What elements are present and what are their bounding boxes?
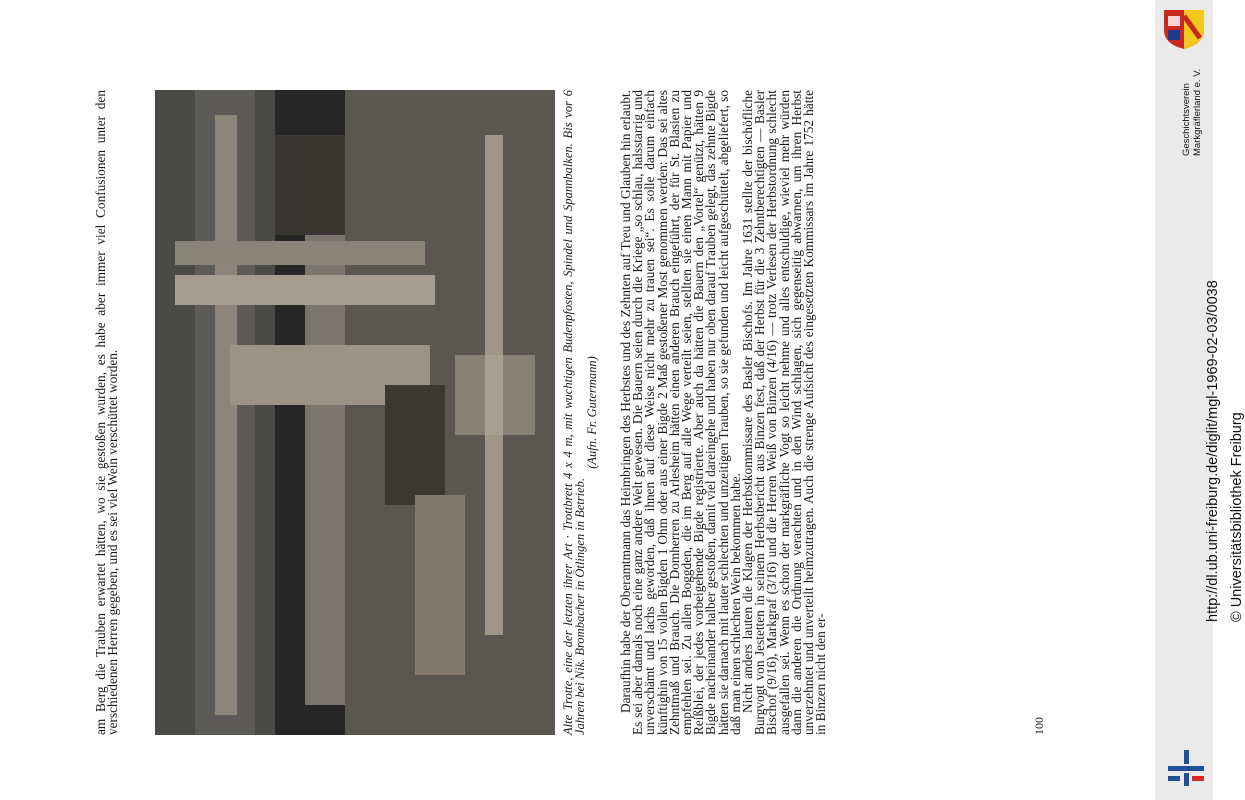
coat-of-arms-icon	[1160, 8, 1208, 50]
paragraph-1: Daraufhin habe der Oberamtmann das Heimbringen des Herbstes und des Zehnten auf Treu und Glauben hin erlaubt. Es sei aber damals noch eine ganz andere Welt gewesen. Die Bauern seien durch die Kriege „so schlau, halsstarrig und unverschämt und lachs geworden, daß ihnen auf diese Weise nicht mehr zu trauen sei“. Es solle darum einfach künftighin von 15 vollen Bigden 1 Ohm oder aus einer Bigde 2 Maß gestoßener Most genommen werden: Das sei altes Zehntmaß und Brauch. Die Domherren zu Arlesheim hätten einen anderen Brauch eingeführt, der für St. Blasien zu empfehlen sei. Zu allen Boggden, die im Berg auf alle Wege verteilt seien, stellten sie einen Mann mit Papier und Reißblei, der jedes vorbeigehende Bigde registrierte. Aber auch da hätten die Bauern den „Vortel“ genützt, hätten 9 Bigde nacheinander halber gestoßen, damit viel dareingehe und haben nur oben darauf Trauben gelegt, das zehnte Bigde hätten sie darnach mit lauter schlechten und unzeitigen Trauben, so sie gefunden und leicht aufgeschüttelt, abgeliefert, so daß man einen schlechten Wein bekommen habe.	[618, 90, 743, 735]
society-name	[1181, 69, 1203, 156]
wine-press-photo-image	[155, 90, 555, 735]
university-library-logo-icon	[1162, 748, 1210, 788]
document-url[interactable]: http://dl.ub.uni-freiburg.de/diglit/mgl-1969-02-03/0038	[1205, 280, 1221, 622]
wine-press-photo	[155, 90, 555, 735]
rotated-page	[95, 90, 1055, 735]
intro-text: am Berg die Trauben erwartet hätten, wo sie gestoßen wurden, es habe aber immer viel Confusionen unter den verschiedenen Herren gegeben, und es sei viel Wein verschüttet worden.	[93, 90, 121, 735]
photo-caption	[562, 90, 598, 735]
caption-credit: (Aufn. Fr. Gutermann)	[585, 356, 599, 469]
copyright-notice: © Universitätsbibliothek Freiburg	[1229, 412, 1245, 622]
paragraph-2: Nicht anders lauten die Klagen der Herbstkommissare des Basler Bischofs. Im Jahre 1631 stellte der bischöfliche Burgvogt von Jestetten in seinem Herbstbericht aus Binzen fest, daß der Herbst für die 3 Zehntberechtigten — Basler Bischof (9/16), Markgraf (3/16) und die Herren Weiß von Binzen (4/16) — trotz Verlesen der Herbstordnung schlecht ausgefallen sei. Wenn es schon der markgräfliche Vogt so leicht nehme und alles entschuldige, wieviel mehr würden dann die anderen die Ordnung verachten und in den Wind schlagen, sich gegenseitig abwarnen, um ihren Herbst unverzehntet und unverteilt heimzutragen. Auch die strenge Aufsicht des eingesetzten Kommissars im Jahre 1752 hätte in Binzen nicht den er-	[740, 90, 829, 735]
society-line-1: Geschichtsverein	[1181, 83, 1192, 156]
page-number: 100	[1032, 717, 1046, 735]
caption-text: Alte Trotte, eine der letzten ihrer Art · Trottbrett 4 x 4 m, mit wuchtigen Budenpfosten, Spindel und Spannbalken. Bis vor 6 Jahren bei Nik. Brombacher in Ötlingen in Betrieb.	[561, 90, 587, 735]
society-line-2: Markgräflerland e. V.	[1192, 68, 1203, 156]
body-text	[620, 90, 827, 735]
